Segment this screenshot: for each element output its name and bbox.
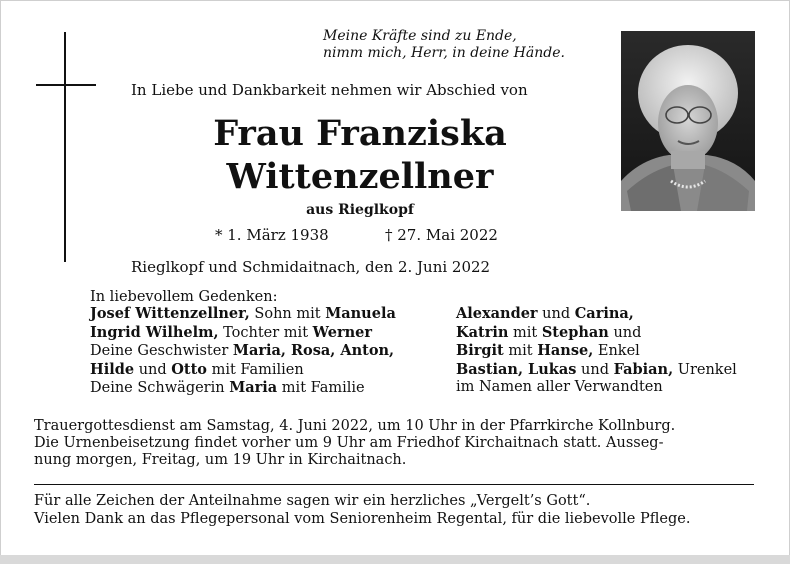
mourner-text: Sohn mit bbox=[249, 306, 326, 322]
mourner-name: Stephan bbox=[541, 323, 609, 341]
verse-line-1: Meine Kräfte sind zu Ende, bbox=[323, 28, 517, 44]
mourner-text: und bbox=[134, 361, 172, 378]
divider bbox=[34, 484, 754, 485]
mourner-name: Otto bbox=[171, 360, 207, 378]
portrait-photo bbox=[621, 31, 755, 211]
bottom-border bbox=[0, 555, 790, 564]
mourner-name: Bastian, Lukas bbox=[456, 360, 577, 378]
mourner-text: mit Familie bbox=[277, 380, 365, 396]
mourners-heading: In liebevollem Gedenken: bbox=[90, 289, 278, 305]
mourner-name: Fabian, bbox=[613, 360, 674, 378]
mourner-name: Maria, Rosa, Anton, bbox=[232, 342, 395, 359]
mourner-text: Urenkel bbox=[673, 361, 737, 378]
bible-verse bbox=[323, 28, 565, 62]
mourner-text: mit bbox=[508, 324, 542, 341]
mourner-name: Katrin bbox=[456, 323, 509, 341]
mourner-name: Hilde bbox=[90, 360, 135, 378]
place-and-date: Rieglkopf und Schmidaitnach, den 2. Juni 2022 bbox=[131, 258, 491, 276]
service-line-2: Die Urnenbeisetzung findet vorher um 9 Uhr am Friedhof Kirchaitnach statt. Ausseg- bbox=[34, 435, 664, 451]
deceased-name-line-2: Wittenzellner bbox=[226, 156, 494, 197]
service-notice bbox=[34, 418, 675, 469]
mourner-text: Enkel bbox=[593, 343, 640, 359]
mourner-name: Werner bbox=[312, 323, 373, 341]
birth-date: * 1. März 1938 bbox=[215, 226, 329, 244]
verse-line-2: nimm mich, Herr, in deine Hände. bbox=[323, 45, 565, 61]
mourner-line bbox=[456, 342, 776, 361]
service-line-3: nung morgen, Freitag, um 19 Uhr in Kirchaitnach. bbox=[34, 452, 407, 468]
mourner-text: mit bbox=[503, 343, 538, 359]
cross-icon bbox=[64, 32, 66, 262]
deceased-name-line-1: Frau Franziska bbox=[213, 113, 507, 154]
death-date: † 27. Mai 2022 bbox=[385, 226, 498, 244]
mourners-left-column bbox=[90, 305, 430, 398]
mourner-text: Deine Geschwister bbox=[90, 343, 233, 359]
mourner-name: Maria bbox=[229, 379, 278, 396]
cross-icon-beam bbox=[36, 84, 96, 86]
mourner-line bbox=[90, 361, 430, 380]
mourner-text: und bbox=[608, 324, 642, 341]
mourner-text: im Namen aller Verwandten bbox=[456, 379, 663, 395]
mourner-name: Hanse, bbox=[537, 342, 594, 359]
mourner-name: Alexander bbox=[456, 305, 538, 322]
mourner-line bbox=[90, 379, 430, 398]
mourners-right-column bbox=[456, 305, 776, 397]
mourner-line bbox=[456, 379, 776, 397]
mourner-name: Josef Wittenzellner, bbox=[90, 305, 250, 322]
portrait-image bbox=[621, 31, 755, 211]
mourner-line bbox=[456, 361, 776, 380]
mourner-text: mit Familien bbox=[206, 361, 304, 378]
mourner-name: Manuela bbox=[325, 305, 396, 322]
mourner-text: Tochter mit bbox=[218, 324, 313, 341]
thanks-line-1: Für alle Zeichen der Anteilnahme sagen wir ein herzliches „Vergelt’s Gott“. bbox=[34, 493, 591, 509]
thanks-notice bbox=[34, 492, 690, 528]
mourner-name: Ingrid Wilhelm, bbox=[90, 323, 219, 341]
mourner-line bbox=[456, 324, 776, 343]
deceased-origin: aus Rieglkopf bbox=[306, 202, 414, 218]
mourner-text: und bbox=[537, 306, 575, 322]
mourner-text: Deine Schwägerin bbox=[90, 380, 230, 396]
service-line-1: Trauergottesdienst am Samstag, 4. Juni 2022, um 10 Uhr in der Pfarrkirche Kollnburg. bbox=[34, 418, 676, 434]
mourner-line bbox=[90, 342, 430, 361]
mourner-name: Carina, bbox=[574, 305, 634, 322]
mourner-text: und bbox=[576, 361, 614, 378]
intro-text: In Liebe und Dankbarkeit nehmen wir Abschied von bbox=[131, 81, 528, 99]
mourner-line bbox=[90, 305, 430, 324]
mourner-line bbox=[90, 324, 430, 343]
thanks-line-2: Vielen Dank an das Pflegepersonal vom Seniorenheim Regental, für die liebevolle Pflege. bbox=[34, 511, 691, 527]
mourner-line bbox=[456, 305, 776, 324]
mourner-name: Birgit bbox=[456, 342, 504, 359]
